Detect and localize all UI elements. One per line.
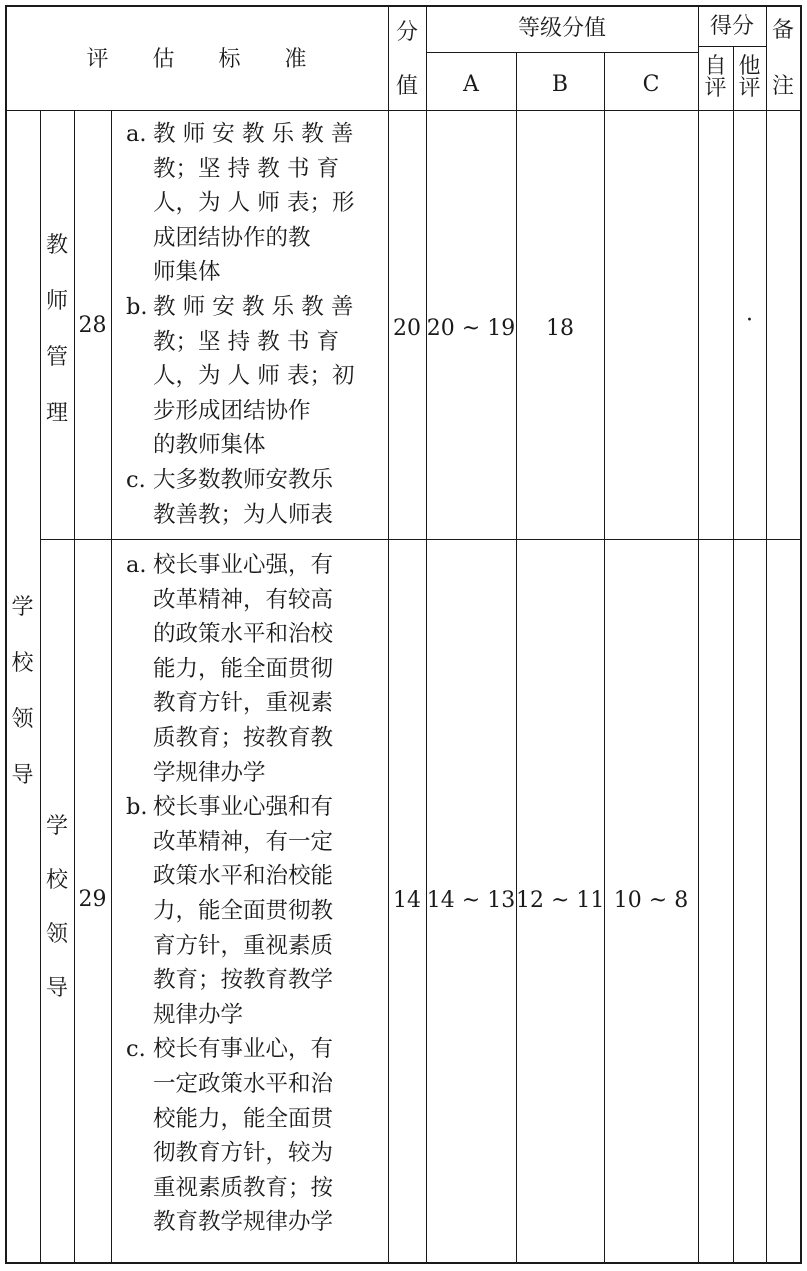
criteria-line: a. 校长事业心强，有 [126, 552, 334, 578]
row-29-grade-c: 10 ~ 8 [613, 888, 689, 913]
item-char: 师 [45, 289, 68, 314]
category-char: 导 [11, 763, 34, 788]
criteria-line: 教育方针，重视素 [153, 690, 334, 717]
col-line-grade-b [604, 52, 605, 1264]
criteria-line: 重视素质教育；按 [153, 1174, 334, 1201]
row-29-number: 29 [78, 887, 107, 912]
col-line-number [111, 110, 112, 1264]
category-label [5, 580, 40, 804]
header-criteria: 评 估 标 准 [86, 47, 307, 72]
item-char: 领 [45, 922, 68, 947]
header-score: 得分 [709, 14, 754, 39]
header-other-eval-bottom: 评 [738, 76, 761, 101]
criteria-line: 校能力，能全面贯 [153, 1105, 334, 1132]
criteria-line: 力，能全面贯彻教 [153, 897, 334, 924]
header-grade-values: 等级分值 [517, 16, 606, 41]
criteria-line: 师集体 [153, 259, 221, 286]
criteria-line: 人，为 人 师 表；初 [153, 363, 355, 390]
col-line-score-value [426, 5, 427, 1264]
row-28-grade-a: 20 ~ 19 [426, 316, 516, 341]
col-line-grade-c [698, 5, 699, 1264]
criteria-line: 质教育；按教育教 [153, 724, 334, 751]
row-28-number: 28 [78, 313, 107, 338]
row-29-grade-b: 12 ~ 11 [516, 888, 605, 913]
item-char: 学 [45, 814, 68, 839]
table-border-top [5, 5, 802, 7]
header-divider [5, 110, 802, 111]
header-subdivider-score [698, 46, 766, 47]
criteria-line: c. 大多数教师安教乐 [126, 466, 334, 493]
criteria-line: 政策水平和治校能 [153, 863, 334, 890]
header-subdivider-grade [426, 52, 698, 53]
col-line-self-eval [733, 46, 734, 1264]
criteria-line: 改革精神，有较高 [153, 586, 334, 613]
col-line-grade-a [516, 52, 517, 1264]
category-char: 学 [11, 595, 34, 620]
criteria-line: 人，为 人 师 表；形 [153, 190, 355, 217]
row-28-other-eval-mark: · [746, 308, 753, 333]
table-border-right [800, 5, 802, 1264]
criteria-line: 成团结协作的教 [153, 224, 311, 251]
header-self-eval [698, 56, 733, 100]
header-grade-c: C [642, 72, 660, 97]
row-29-criteria [126, 548, 384, 1240]
criteria-line: 教；坚 持 教 书 育 [153, 155, 340, 182]
criteria-line: 教；坚 持 教 书 育 [153, 328, 340, 355]
criteria-line: 的政策水平和治校 [153, 621, 334, 648]
criteria-line: 教育；按教育教学 [153, 967, 334, 994]
col-line-criteria [388, 5, 389, 1264]
criteria-line: 能力，能全面贯彻 [153, 655, 334, 682]
row-29-item [40, 800, 74, 1016]
header-score-value-top: 分 [395, 20, 418, 45]
header-self-eval-bottom: 评 [704, 76, 727, 101]
criteria-line: b. 校长事业心强和有 [126, 794, 334, 821]
row-29-score-value: 14 [393, 888, 421, 913]
row-29-grade-a: 14 ~ 13 [426, 888, 516, 913]
header-grade-b: B [551, 72, 569, 97]
row-28-grade-b: 18 [546, 316, 574, 341]
criteria-line: 教善教；为人师表 [153, 501, 334, 528]
item-char: 理 [45, 401, 68, 426]
header-other-eval-top: 他 [738, 54, 761, 79]
header-score-value-bottom: 值 [395, 74, 418, 99]
row-28-item [40, 218, 74, 442]
criteria-line: b. 教 师 安 教 乐 教 善 [126, 293, 354, 320]
criteria-line: 步形成团结协作 [153, 397, 311, 424]
criteria-line: 的教师集体 [153, 432, 266, 459]
criteria-line: 规律办学 [153, 1001, 244, 1028]
header-remarks-bottom: 注 [771, 74, 794, 99]
criteria-line: 彻教育方针，较为 [153, 1140, 334, 1167]
row-28-criteria [126, 117, 384, 532]
criteria-line: 教育教学规律办学 [153, 1209, 334, 1236]
header-other-eval [733, 56, 766, 100]
col-line-other-eval [766, 5, 767, 1264]
row-28-score-value: 20 [393, 316, 421, 341]
category-char: 领 [11, 707, 34, 732]
item-char: 教 [45, 233, 68, 258]
criteria-line: 学规律办学 [153, 759, 266, 786]
criteria-line: a. 教 师 安 教 乐 教 善 [126, 121, 354, 147]
criteria-line: 育方针，重视素质 [153, 932, 334, 959]
category-char: 校 [11, 651, 34, 676]
item-char: 校 [45, 868, 68, 893]
header-grade-a: A [463, 72, 479, 97]
item-char: 导 [45, 976, 68, 1001]
table-border-bottom [5, 1262, 802, 1264]
header-self-eval-top: 自 [704, 54, 727, 79]
criteria-line: 一定政策水平和治 [153, 1070, 334, 1097]
row-divider [40, 539, 802, 540]
col-line-item [74, 110, 75, 1264]
header-remarks-top: 备 [771, 18, 794, 43]
item-char: 管 [45, 345, 68, 370]
criteria-line: 改革精神，有一定 [153, 828, 334, 855]
criteria-line: c. 校长有事业心，有 [126, 1036, 334, 1063]
